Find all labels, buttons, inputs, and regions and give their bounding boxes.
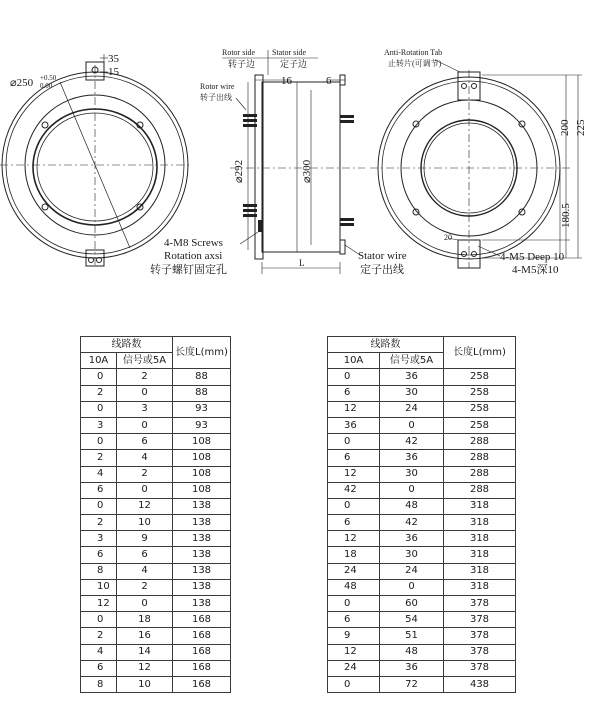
table-row	[328, 563, 516, 579]
cell-10a: 0	[328, 369, 380, 385]
table-row	[328, 385, 516, 401]
label-stator-side-cn: 定子边	[280, 59, 308, 69]
cell-signal: 54	[380, 612, 444, 628]
table-row	[81, 434, 231, 450]
back-view	[370, 60, 582, 268]
cell-signal: 36	[380, 660, 444, 676]
cell-signal: 36	[380, 531, 444, 547]
dim-300: ⌀300	[301, 159, 313, 183]
table-row	[328, 417, 516, 433]
tolerance-upper: +0.50	[40, 74, 57, 82]
cell-length: 378	[444, 596, 516, 612]
cell-10a: 2	[81, 450, 117, 466]
table-row	[81, 515, 231, 531]
cell-signal: 4	[117, 450, 173, 466]
table-row	[328, 401, 516, 417]
label-rotor-side-en: Rotor side	[222, 48, 256, 57]
cell-signal: 0	[117, 385, 173, 401]
cell-10a: 12	[328, 466, 380, 482]
cell-length: 378	[444, 644, 516, 660]
cell-length: 318	[444, 515, 516, 531]
cell-signal: 72	[380, 676, 444, 692]
label-stator-wire-en: Stator wire	[358, 250, 407, 262]
cell-signal: 60	[380, 596, 444, 612]
table-row	[81, 466, 231, 482]
table-row	[81, 579, 231, 595]
label-m5-deep-cn: 4-M5深10	[512, 264, 559, 276]
header-circuit-count: 线路数	[328, 337, 444, 353]
cell-signal: 30	[380, 547, 444, 563]
header-signal: 信号或5A	[117, 353, 173, 369]
cell-signal: 4	[117, 563, 173, 579]
cell-signal: 0	[117, 482, 173, 498]
cell-length: 258	[444, 385, 516, 401]
cell-length: 88	[173, 385, 231, 401]
cell-signal: 24	[380, 563, 444, 579]
cell-signal: 16	[117, 628, 173, 644]
cell-length: 318	[444, 498, 516, 514]
table-body-right	[328, 369, 516, 693]
cell-10a: 42	[328, 482, 380, 498]
table-row	[81, 676, 231, 692]
tolerance-lower: 0.00	[40, 82, 53, 90]
table-row	[81, 628, 231, 644]
cell-signal: 12	[117, 660, 173, 676]
cell-10a: 24	[328, 660, 380, 676]
table-row	[328, 369, 516, 385]
cell-length: 108	[173, 434, 231, 450]
header-circuit-count: 线路数	[81, 337, 173, 353]
table-row	[81, 401, 231, 417]
label-anti-rotation-cn: 止转片(可调节)	[388, 59, 442, 68]
cell-signal: 36	[380, 369, 444, 385]
cell-signal: 0	[380, 579, 444, 595]
cell-length: 168	[173, 644, 231, 660]
table-row	[328, 612, 516, 628]
cell-signal: 6	[117, 547, 173, 563]
cell-length: 318	[444, 531, 516, 547]
header-length: 长度L(mm)	[173, 337, 231, 369]
cell-signal: 30	[380, 385, 444, 401]
cell-signal: 0	[117, 417, 173, 433]
rotor-wire-bundles	[243, 114, 263, 232]
cell-10a: 3	[81, 531, 117, 547]
dim-6: 6	[326, 75, 332, 87]
table-row	[328, 644, 516, 660]
cell-length: 168	[173, 676, 231, 692]
cell-length: 288	[444, 482, 516, 498]
dim-200: 200	[559, 119, 571, 136]
table-row	[328, 434, 516, 450]
table-row	[328, 466, 516, 482]
label-stator-side-en: Stator side	[272, 48, 306, 57]
label-rotation-axis-en: Rotation axsi	[164, 250, 223, 262]
cell-signal: 48	[380, 644, 444, 660]
cell-10a: 6	[328, 515, 380, 531]
table-row	[328, 450, 516, 466]
cell-length: 258	[444, 369, 516, 385]
cell-10a: 6	[328, 612, 380, 628]
cell-signal: 0	[117, 596, 173, 612]
cell-10a: 12	[328, 401, 380, 417]
cell-10a: 0	[81, 369, 117, 385]
dim-225: 225	[575, 119, 587, 136]
table-row	[328, 547, 516, 563]
label-screws-cn: 转子螺钉固定孔	[150, 264, 227, 276]
cell-10a: 4	[81, 644, 117, 660]
cell-10a: 0	[81, 612, 117, 628]
cell-10a: 0	[328, 596, 380, 612]
cell-10a: 0	[328, 498, 380, 514]
table-row	[328, 515, 516, 531]
cell-length: 108	[173, 482, 231, 498]
cell-length: 108	[173, 466, 231, 482]
cell-10a: 6	[81, 482, 117, 498]
cell-signal: 0	[380, 482, 444, 498]
cell-10a: 2	[81, 385, 117, 401]
cell-signal: 2	[117, 369, 173, 385]
dim-length-L: L	[299, 258, 305, 268]
cell-length: 318	[444, 563, 516, 579]
cell-signal: 48	[380, 498, 444, 514]
table-body-left	[81, 369, 231, 693]
cell-length: 138	[173, 547, 231, 563]
header-signal: 信号或5A	[380, 353, 444, 369]
cell-length: 318	[444, 547, 516, 563]
cell-10a: 2	[81, 628, 117, 644]
cell-length: 288	[444, 434, 516, 450]
table-row	[81, 450, 231, 466]
cell-length: 378	[444, 628, 516, 644]
table-row	[328, 660, 516, 676]
cell-signal: 51	[380, 628, 444, 644]
table-row	[328, 579, 516, 595]
cell-length: 258	[444, 401, 516, 417]
cell-signal: 42	[380, 434, 444, 450]
dim-20: 20	[444, 233, 452, 242]
cell-10a: 0	[81, 401, 117, 417]
cell-10a: 4	[81, 466, 117, 482]
table-row	[328, 628, 516, 644]
label-rotor-wire-cn: 转子出线	[200, 93, 232, 102]
table-row	[81, 644, 231, 660]
table-row	[81, 498, 231, 514]
cell-length: 108	[173, 450, 231, 466]
cell-signal: 36	[380, 450, 444, 466]
dim-outer-diameter: ⌀250	[10, 77, 34, 89]
table-row	[328, 498, 516, 514]
label-rotor-wire-en: Rotor wire	[200, 82, 235, 91]
dim-35: 35	[108, 53, 119, 65]
cell-10a: 9	[328, 628, 380, 644]
table-row	[81, 660, 231, 676]
cell-length: 378	[444, 612, 516, 628]
cell-length: 318	[444, 579, 516, 595]
cell-length: 138	[173, 531, 231, 547]
table-row	[81, 417, 231, 433]
label-screws-en: 4-M8 Screws	[164, 237, 223, 249]
label-rotor-side-cn: 转子边	[228, 59, 256, 69]
cell-10a: 8	[81, 563, 117, 579]
cell-10a: 8	[81, 676, 117, 692]
cell-10a: 3	[81, 417, 117, 433]
table-row	[328, 531, 516, 547]
cell-length: 378	[444, 660, 516, 676]
cell-signal: 9	[117, 531, 173, 547]
cell-signal: 18	[117, 612, 173, 628]
cell-10a: 18	[328, 547, 380, 563]
cell-length: 93	[173, 401, 231, 417]
cell-signal: 2	[117, 466, 173, 482]
cell-10a: 12	[81, 596, 117, 612]
cell-length: 168	[173, 628, 231, 644]
cell-length: 288	[444, 450, 516, 466]
cell-signal: 10	[117, 676, 173, 692]
cell-10a: 24	[328, 563, 380, 579]
cell-10a: 10	[81, 579, 117, 595]
cell-length: 138	[173, 563, 231, 579]
cell-signal: 14	[117, 644, 173, 660]
cell-signal: 30	[380, 466, 444, 482]
header-10a: 10A	[81, 353, 117, 369]
cell-length: 138	[173, 515, 231, 531]
cell-length: 93	[173, 417, 231, 433]
label-anti-rotation-en: Anti-Rotation Tab	[384, 48, 443, 57]
cell-signal: 12	[117, 498, 173, 514]
technical-drawing	[0, 0, 592, 300]
label-m5-deep-en: 4-M5 Deep 10	[500, 251, 565, 263]
cell-length: 438	[444, 676, 516, 692]
stator-wire-bundles	[340, 115, 354, 226]
cell-10a: 6	[81, 660, 117, 676]
table-row	[81, 596, 231, 612]
cell-10a: 6	[81, 547, 117, 563]
cell-signal: 0	[380, 417, 444, 433]
cell-length: 138	[173, 498, 231, 514]
header-10a: 10A	[328, 353, 380, 369]
dim-16: 16	[281, 75, 292, 87]
cell-10a: 12	[328, 531, 380, 547]
cell-length: 138	[173, 579, 231, 595]
dim-180-5: 180.5	[560, 203, 572, 228]
cell-10a: 6	[328, 385, 380, 401]
cell-10a: 0	[81, 498, 117, 514]
cell-10a: 48	[328, 579, 380, 595]
cell-length: 168	[173, 660, 231, 676]
cell-signal: 2	[117, 579, 173, 595]
table-row	[328, 482, 516, 498]
cell-10a: 0	[328, 676, 380, 692]
cell-signal: 10	[117, 515, 173, 531]
cell-length: 288	[444, 466, 516, 482]
cell-length: 88	[173, 369, 231, 385]
dim-15: 15	[108, 66, 119, 78]
table-row	[81, 563, 231, 579]
cell-signal: 42	[380, 515, 444, 531]
cell-10a: 12	[328, 644, 380, 660]
table-row	[81, 612, 231, 628]
cell-10a: 6	[328, 450, 380, 466]
cell-10a: 2	[81, 515, 117, 531]
label-stator-wire-cn: 定子出线	[360, 264, 404, 276]
spec-table-right	[327, 336, 516, 693]
table-row	[81, 547, 231, 563]
cell-length: 138	[173, 596, 231, 612]
cell-signal: 3	[117, 401, 173, 417]
table-row	[328, 596, 516, 612]
cell-signal: 24	[380, 401, 444, 417]
cell-signal: 6	[117, 434, 173, 450]
cell-10a: 0	[328, 434, 380, 450]
cell-length: 168	[173, 612, 231, 628]
table-row	[81, 531, 231, 547]
cell-10a: 36	[328, 417, 380, 433]
table-row	[81, 482, 231, 498]
cell-10a: 0	[81, 434, 117, 450]
spec-table-left	[80, 336, 231, 693]
header-length: 长度L(mm)	[444, 337, 516, 369]
table-row	[328, 676, 516, 692]
table-row	[81, 369, 231, 385]
table-row	[81, 385, 231, 401]
dim-292: ⌀292	[233, 159, 245, 183]
cell-length: 258	[444, 417, 516, 433]
